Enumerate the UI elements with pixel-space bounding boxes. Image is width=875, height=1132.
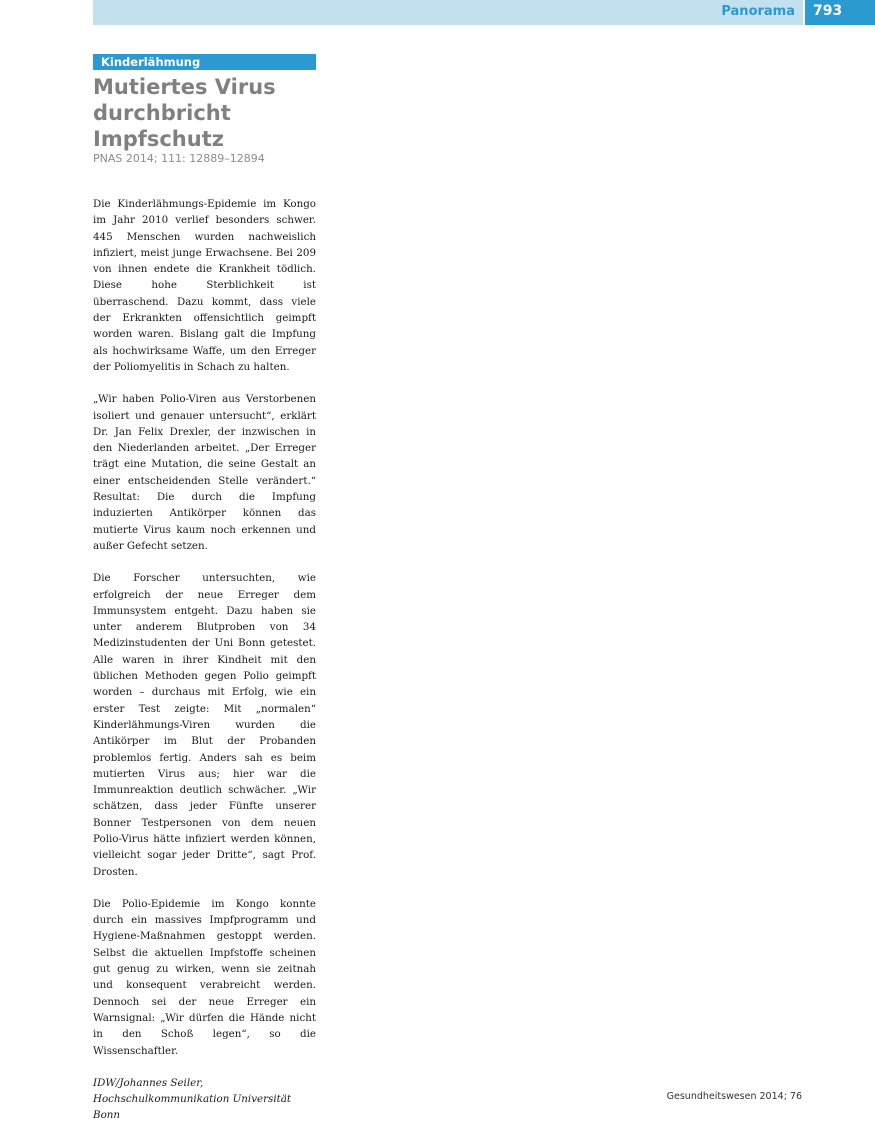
- category-label: Kinderlähmung: [93, 54, 316, 70]
- article: [93, 54, 316, 1124]
- article-title: Mutiertes Virus durchbricht Impfschutz: [93, 75, 276, 151]
- article-credit: IDW/Johannes Seiler, Hochschulkommunikation Universität Bonn: [93, 1076, 292, 1122]
- article-citation: PNAS 2014; 111: 12889–12894: [93, 152, 265, 165]
- paragraph-2: „Wir haben Polio-Viren aus Verstorbenen isoliert und genauer untersucht“, erklärt Dr. Jan Felix Drexler, der inzwischen in den Niederlanden arbeitet. „Der Erreger trägt eine Mutation, die seine Gestalt an einer entscheidenden Stelle verändert.“ Resultat: Die durch die Impfung induzierten Antikörper können das mutierte Virus kaum noch erkennen und außer Gefecht setzen.: [93, 393, 316, 552]
- paragraph-3: Die Forscher untersuchten, wie erfolgreich der neue Erreger dem Immunsystem entgeht. Dazu haben sie unter anderem Blutproben von 34 Medizinstudenten der Uni Bonn getestet. Alle waren in ihrer Kindheit mit den üblichen Methoden gegen Polio geimpft worden – durchaus mit Erfolg, wie ein erster Test zeigte: Mit „normalen“ Kinderlähmungs-Viren wurden die Antikörper im Blut der Probanden problemlos fertig. Anders sah es beim mutierten Virus aus; hier war die Immunreaktion deutlich schwächer. „Wir schätzen, dass jeder Fünfte unserer Bonner Testpersonen von dem neuen Polio-Virus hätte infiziert werden können, vielleicht sogar jeder Dritte“, sagt Prof. Drosten.: [93, 572, 316, 878]
- paragraph-1: Die Kinderlähmungs-Epidemie im Kongo im Jahr 2010 verlief besonders schwer. 445 Menschen wurden nachweislich infiziert, meist junge Erwachsene. Bei 209 von ihnen endete die Krankheit tödlich. Diese hohe Sterblichkeit ist überraschend. Dazu kommt, dass viele der Erkrankten offensichtlich geimpft worden waren. Bislang galt die Impfung als hochwirksame Waffe, um den Erreger der Poliomyelitis in Schach zu halten.: [93, 198, 316, 373]
- journal-footer: Gesundheitswesen 2014; 76: [666, 1091, 802, 1102]
- page-number-box: [805, 0, 875, 25]
- article-body: [93, 196, 316, 1124]
- header-bar: [93, 0, 803, 25]
- paragraph-4: Die Polio-Epidemie im Kongo konnte durch ein massives Impfprogramm und Hygiene-Maßnahmen gestoppt werden. Selbst die aktuellen Impfstoffe scheinen gut genug zu wirken, wenn sie zeitnah und konsequent verabreicht werden. Dennoch sei der neue Erreger ein Warnsignal: „Wir dürfen die Hände nicht in den Schoß legen“, so die Wissenschaftler.: [93, 897, 316, 1057]
- section-label: Panorama: [721, 4, 795, 19]
- page-number: 793: [813, 3, 843, 19]
